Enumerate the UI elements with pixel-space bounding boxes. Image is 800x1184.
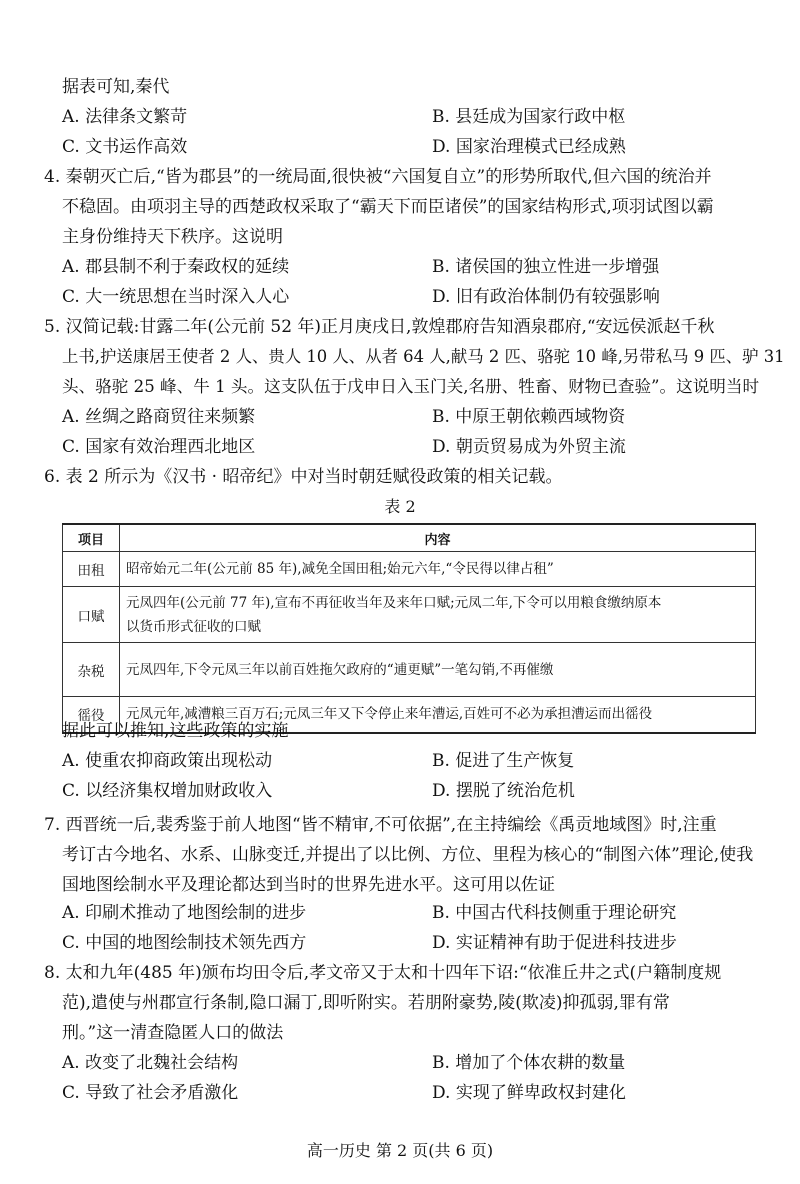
q3-stem-tail: 据表可知,秦代	[62, 77, 170, 97]
q4-option-b: B. 诸侯国的独立性进一步增强	[432, 257, 660, 277]
table-cell-content: 昭帝始元二年(公元前 85 年),减免全国田租;始元六年,“令民得以律占租”	[120, 552, 756, 587]
q8-option-a: A. 改变了北魏社会结构	[62, 1053, 239, 1073]
table-cell-content-line: 元凤四年(公元前 77 年),宣布不再征收当年及来年口赋;元凤二年,下令可以用粮食缴纳原本	[126, 594, 662, 611]
table-row	[63, 552, 756, 587]
q5-option-b: B. 中原王朝依赖西域物资	[432, 407, 626, 427]
table-header-row	[63, 524, 756, 552]
q5-option-c: C. 国家有效治理西北地区	[62, 437, 256, 457]
table-cell-content	[120, 587, 756, 643]
q8-stem-line-3: 刑。”这一清查隐匿人口的做法	[62, 1023, 284, 1043]
page-footer: 高一历史 第 2 页(共 6 页)	[306, 1141, 494, 1160]
q4-option-c: C. 大一统思想在当时深入人心	[62, 287, 290, 307]
q5-option-a: A. 丝绸之路商贸往来频繁	[62, 407, 256, 427]
q8-option-b: B. 增加了个体农耕的数量	[432, 1053, 626, 1073]
table-row	[63, 587, 756, 643]
q8-option-d: D. 实现了鲜卑政权封建化	[432, 1083, 626, 1103]
q8-stem-line-2: 范),遣使与州郡宣行条制,隐口漏丁,即听附实。若朋附豪势,陵(欺凌)抑孤弱,罪有常	[62, 993, 670, 1013]
q4-stem-line-2: 不稳固。由项羽主导的西楚政权采取了“霸天下而臣诸侯”的国家结构形式,项羽试图以霸	[62, 197, 714, 217]
q7-stem-line-3: 国地图绘制水平及理论都达到当时的世界先进水平。这可用以佐证	[62, 875, 555, 895]
table-cell-item: 徭役	[63, 697, 120, 733]
q6-option-c: C. 以经济集权增加财政收入	[62, 781, 273, 801]
q6-option-b: B. 促进了生产恢复	[432, 751, 575, 771]
table-cell-item: 田租	[63, 552, 120, 587]
q5-stem-line-1: 5. 汉简记载:甘露二年(公元前 52 年)正月庚戌日,敦煌郡府告知酒泉郡府,“安远侯派赵千秋	[44, 317, 715, 337]
q7-option-c: C. 中国的地图绘制技术领先西方	[62, 933, 307, 953]
q7-stem-line-1: 7. 西晋统一后,裴秀鉴于前人地图“皆不精审,不可依据”,在主持编绘《禹贡地域图》时,注重	[44, 815, 717, 835]
q3-option-c: C. 文书运作高效	[62, 137, 188, 157]
table-cell-content-line: 以货币形式征收的口赋	[126, 618, 261, 635]
q7-option-a: A. 印刷术推动了地图绘制的进步	[62, 903, 307, 923]
q4-stem-line-1: 4. 秦朝灭亡后,“皆为郡县”的一统局面,很快被“六国复自立”的形势所取代,但六国的统治并	[44, 167, 712, 187]
q7-option-b: B. 中国古代科技侧重于理论研究	[432, 903, 677, 923]
q5-stem-line-2: 上书,护送康居王使者 2 人、贵人 10 人、从者 64 人,献马 2 匹、骆驼 10 峰,另带私马 9 匹、驴 31	[62, 347, 785, 366]
table-header-item: 项目	[63, 524, 120, 552]
q4-stem-line-3: 主身份维持天下秩序。这说明	[62, 227, 283, 247]
table-header-content: 内容	[120, 524, 756, 552]
table-row	[63, 643, 756, 697]
q3-option-b: B. 县廷成为国家行政中枢	[432, 107, 626, 127]
table-cell-item: 口赋	[63, 587, 120, 643]
policy-table	[62, 523, 756, 734]
table-cell-content: 元凤元年,减漕粮三百万石;元凤三年又下令停止来年漕运,百姓可不必为承担漕运而出徭役	[120, 697, 756, 733]
q8-option-c: C. 导致了社会矛盾激化	[62, 1083, 239, 1103]
q5-stem-line-3: 头、骆驼 25 峰、牛 1 头。这支队伍于戊申日入玉门关,名册、牲畜、财物已查验”。这说明当时	[62, 377, 760, 396]
q4-option-d: D. 旧有政治体制仍有较强影响	[432, 287, 660, 307]
q5-option-d: D. 朝贡贸易成为外贸主流	[432, 437, 626, 457]
q6-stem: 6. 表 2 所示为《汉书 · 昭帝纪》中对当时朝廷赋役政策的相关记载。	[44, 467, 563, 487]
q4-option-a: A. 郡县制不利于秦政权的延续	[62, 257, 290, 277]
q6-option-d: D. 摆脱了统治危机	[432, 781, 575, 801]
q6-option-a: A. 使重农抑商政策出现松动	[62, 751, 273, 771]
q7-stem-line-2: 考订古今地名、水系、山脉变迁,并提出了以比例、方位、里程为核心的“制图六体”理论,使我	[62, 845, 754, 865]
table-cell-content: 元凤四年,下令元凤三年以前百姓拖欠政府的“逋更赋”一笔勾销,不再催缴	[120, 643, 756, 697]
q3-option-d: D. 国家治理模式已经成熟	[432, 137, 626, 157]
table-caption: 表 2	[384, 497, 416, 516]
q8-stem-line-1: 8. 太和九年(485 年)颁布均田令后,孝文帝又于太和十四年下诏:“依准丘井之式(户籍制度规	[44, 963, 722, 983]
q3-option-a: A. 法律条文繁苛	[62, 107, 188, 127]
q6-stem-after: 据此可以推知,这些政策的实施	[62, 721, 289, 741]
table-cell-item: 杂税	[63, 643, 120, 697]
q7-option-d: D. 实证精神有助于促进科技进步	[432, 933, 677, 953]
